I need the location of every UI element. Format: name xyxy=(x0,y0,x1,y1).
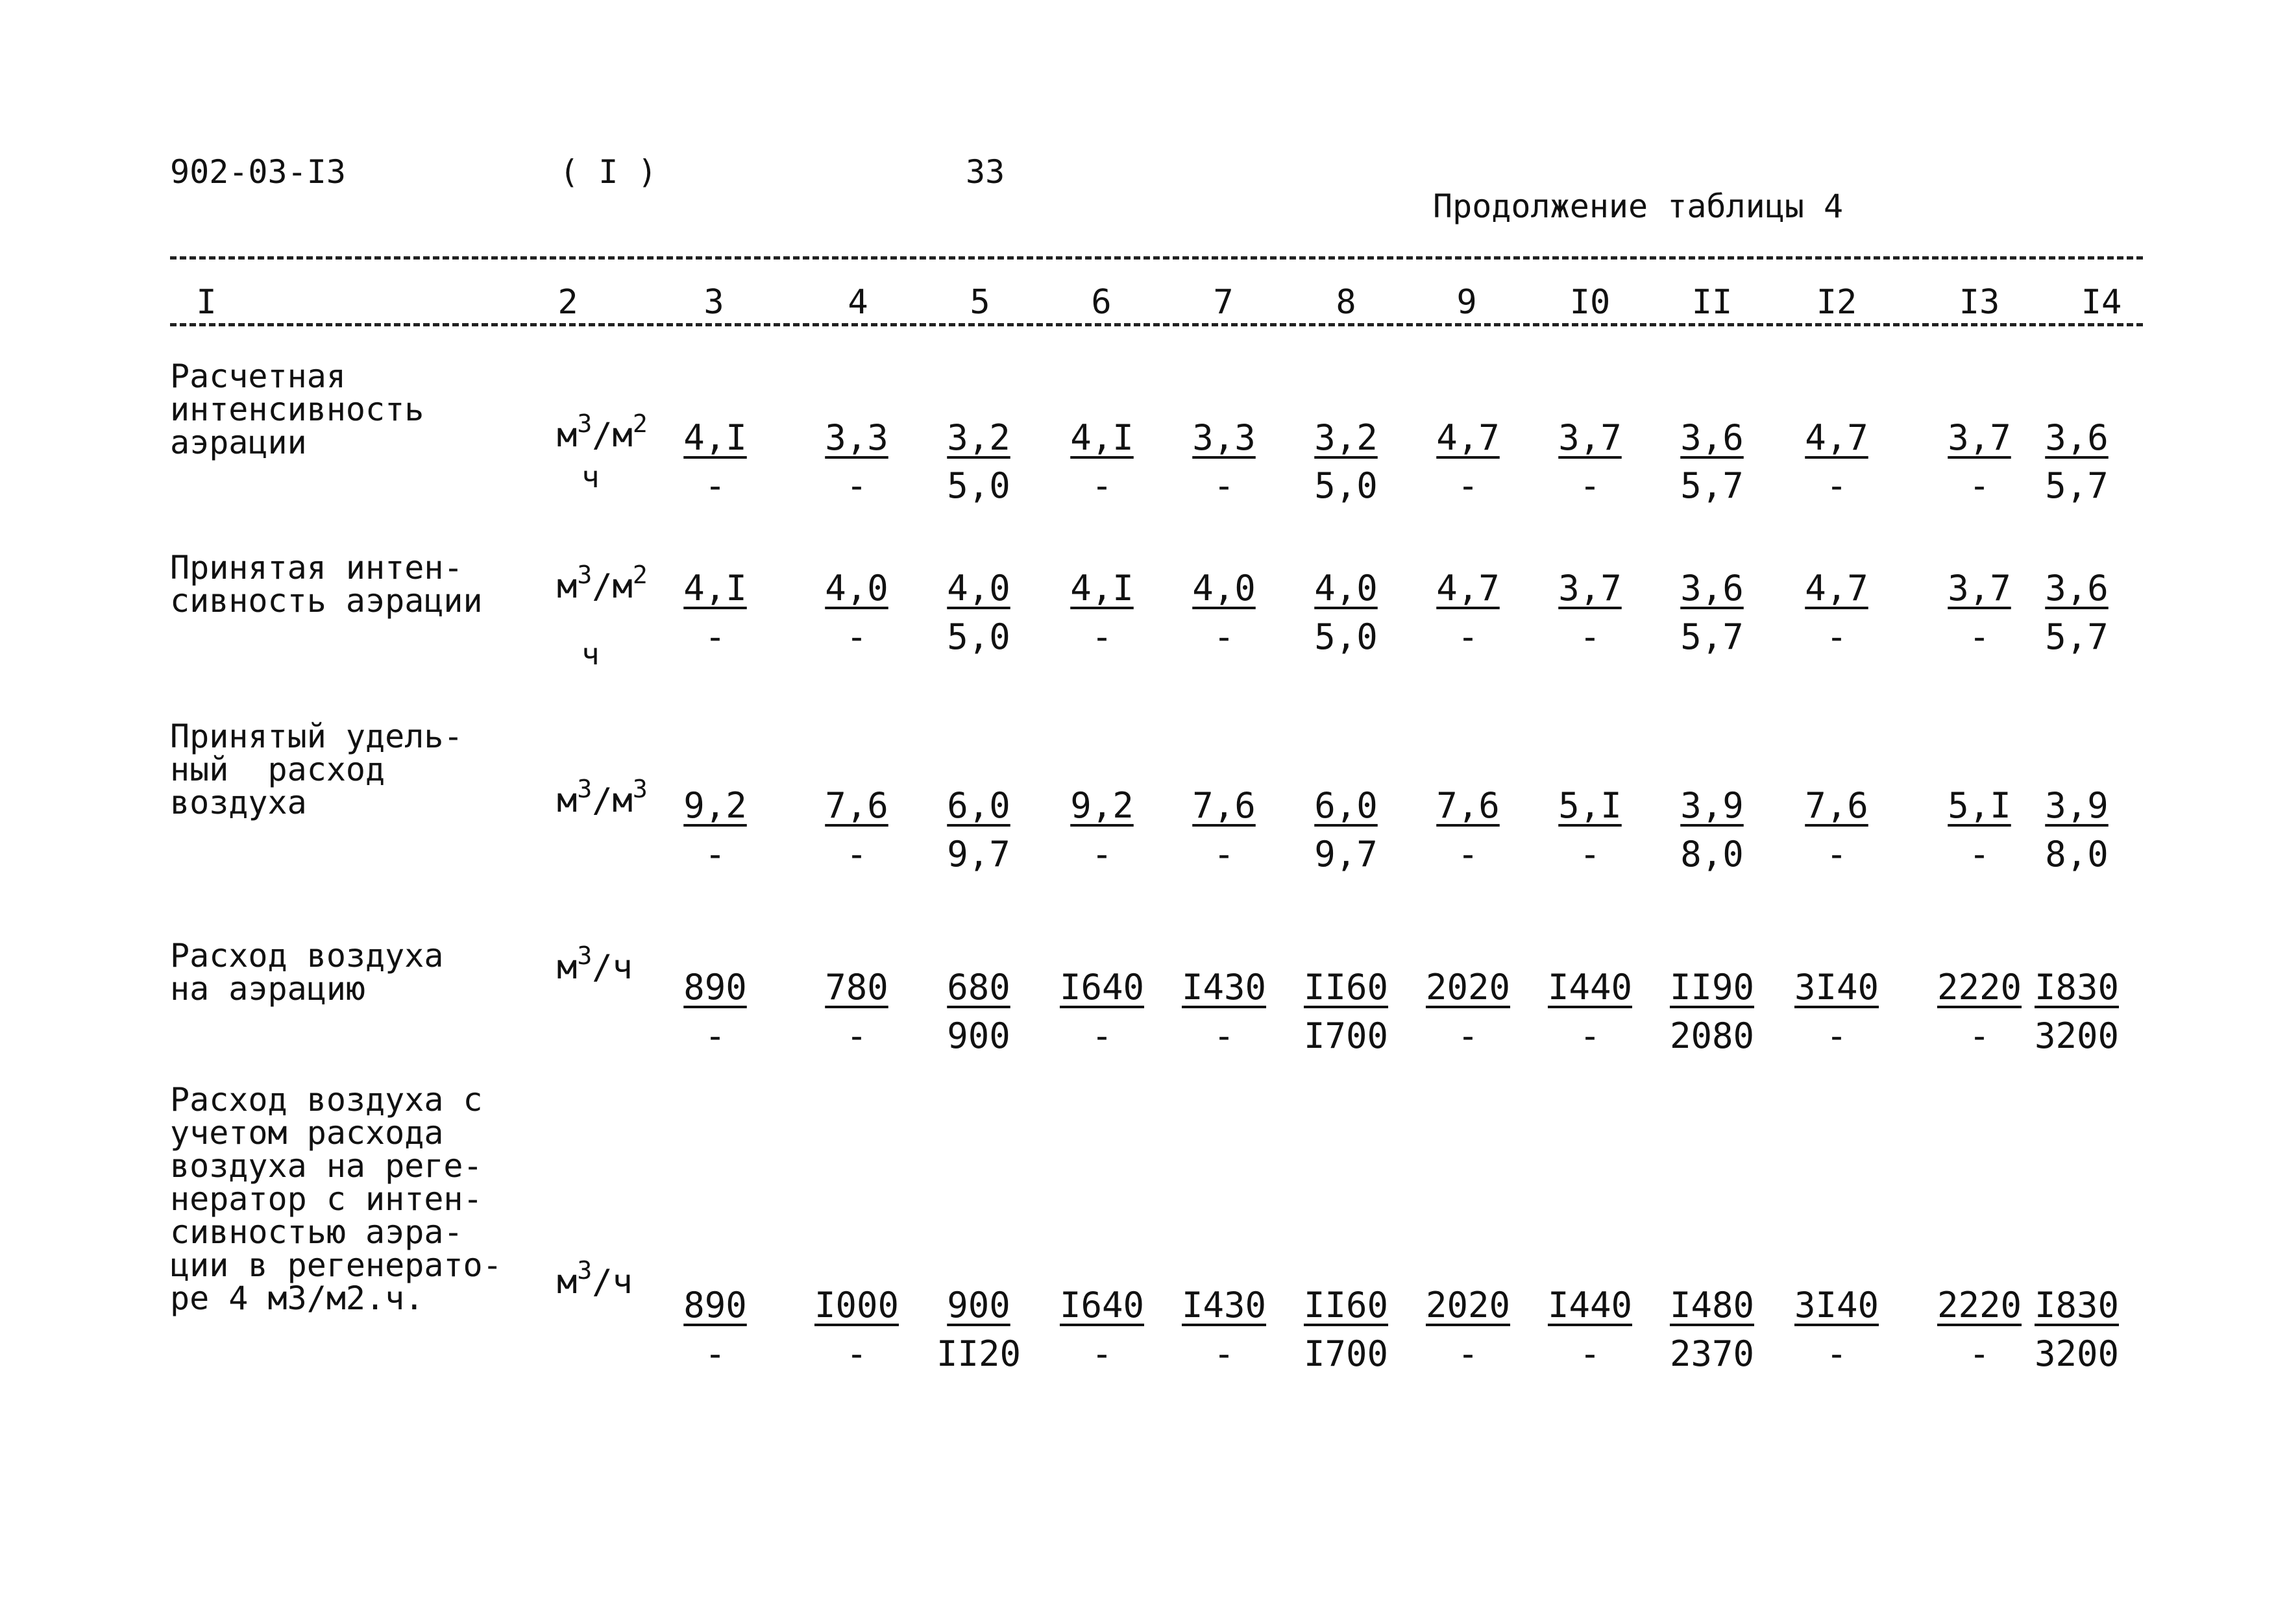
unit-part: м xyxy=(557,948,578,987)
value-cell-top xyxy=(2031,417,2122,458)
column-number: II xyxy=(1691,283,1733,322)
unit-denominator: ч xyxy=(581,636,600,672)
value-text: 6,0 xyxy=(1314,785,1378,826)
value-cell-bottom: 8,0 xyxy=(2045,834,2109,875)
value-cell-bottom: - xyxy=(1826,1015,1848,1056)
value-text: 3,3 xyxy=(1192,417,1256,458)
value-text: 4,7 xyxy=(1805,568,1868,609)
value-cell-top xyxy=(1301,1285,1391,1326)
unit-part: /м xyxy=(592,567,633,606)
value-text: 9,2 xyxy=(1070,785,1134,826)
value-cell-bottom: I700 xyxy=(1303,1333,1389,1374)
value-cell-top xyxy=(1791,417,1882,458)
value-text: 4,0 xyxy=(1314,568,1378,609)
value-cell-top xyxy=(1301,967,1391,1008)
value-cell-bottom: - xyxy=(1826,465,1848,506)
value-cell-bottom: - xyxy=(1213,1015,1235,1056)
value-cell-bottom: - xyxy=(846,465,868,506)
value-cell-top xyxy=(1301,417,1391,458)
value-cell-top xyxy=(1545,568,1635,609)
value-cell-top xyxy=(1301,568,1391,609)
value-cell-bottom: - xyxy=(1968,616,1990,657)
value-cell-top xyxy=(1179,568,1269,609)
unit-label xyxy=(557,561,680,606)
row-label: Расход воздуха на аэрацию xyxy=(170,937,444,1008)
value-text: 3,6 xyxy=(1680,417,1744,458)
value-cell-top xyxy=(1301,785,1391,826)
column-number: I2 xyxy=(1816,283,1857,322)
value-text: 4,7 xyxy=(1805,417,1868,458)
value-text: 5,I xyxy=(1948,785,2011,826)
value-cell-bottom: - xyxy=(704,834,726,875)
value-text: I830 xyxy=(2034,967,2120,1008)
table-top-rule xyxy=(170,256,2143,260)
value-text: 2220 xyxy=(1937,967,2022,1008)
value-cell-bottom: 5,0 xyxy=(947,465,1010,506)
value-text: 9,2 xyxy=(683,785,747,826)
value-text: 5,I xyxy=(1558,785,1622,826)
value-text: 3,7 xyxy=(1558,417,1622,458)
value-cell-bottom: - xyxy=(1968,1333,1990,1374)
value-cell-top xyxy=(1934,568,2025,609)
value-cell-bottom: II20 xyxy=(936,1333,1021,1374)
value-cell-bottom: - xyxy=(704,616,726,657)
value-cell-bottom: 3200 xyxy=(2034,1333,2120,1374)
unit-part: /ч xyxy=(592,1263,633,1302)
value-text: 4,7 xyxy=(1436,568,1500,609)
value-text: 3,7 xyxy=(1948,568,2011,609)
value-cell-bottom: - xyxy=(1968,834,1990,875)
value-text: 7,6 xyxy=(1805,785,1868,826)
value-text: II60 xyxy=(1303,1285,1389,1326)
value-cell-top xyxy=(1057,568,1147,609)
value-cell-bottom: - xyxy=(1968,465,1990,506)
value-text: 7,6 xyxy=(1436,785,1500,826)
value-text: I430 xyxy=(1181,1285,1267,1326)
value-cell-top xyxy=(1667,417,1757,458)
value-cell-bottom: - xyxy=(1091,1015,1113,1056)
value-text: 4,I xyxy=(1070,417,1134,458)
value-text: 4,I xyxy=(683,568,747,609)
value-text: 4,7 xyxy=(1436,417,1500,458)
sheet-mark: ( I ) xyxy=(559,153,657,191)
unit-part: 3 xyxy=(577,941,593,970)
column-number: I3 xyxy=(1959,283,2000,322)
value-cell-top xyxy=(1934,785,2025,826)
value-cell-bottom: 9,7 xyxy=(1314,834,1378,875)
value-text: I430 xyxy=(1181,967,1267,1008)
value-cell-top xyxy=(2031,568,2122,609)
value-text: 3,6 xyxy=(2045,417,2109,458)
value-cell-bottom: - xyxy=(1826,834,1848,875)
value-cell-bottom: - xyxy=(1457,1015,1479,1056)
value-cell-bottom: - xyxy=(1457,616,1479,657)
value-cell-top xyxy=(670,568,761,609)
value-cell-bottom: - xyxy=(1213,465,1235,506)
value-text: 3,6 xyxy=(1680,568,1744,609)
value-cell-top xyxy=(1545,417,1635,458)
value-cell-top xyxy=(1545,967,1635,1008)
value-cell-bottom: - xyxy=(1091,834,1113,875)
value-cell-top xyxy=(1179,417,1269,458)
value-cell-bottom: 900 xyxy=(947,1015,1010,1056)
unit-part: 2 xyxy=(632,409,648,438)
value-cell-top xyxy=(1423,417,1513,458)
row-label: Расчетная интенсивность аэрации xyxy=(170,358,424,461)
value-cell-top xyxy=(1667,785,1757,826)
column-number: I4 xyxy=(2081,283,2122,322)
value-cell-bottom: - xyxy=(1579,1015,1601,1056)
row-label: Принятая интен- сивность аэрации xyxy=(170,549,483,620)
column-number: 7 xyxy=(1213,283,1234,322)
value-cell-top xyxy=(1934,1285,2025,1326)
value-text: 7,6 xyxy=(825,785,888,826)
value-cell-bottom: - xyxy=(1457,465,1479,506)
value-text: I830 xyxy=(2034,1285,2120,1326)
page-number: 33 xyxy=(966,153,1005,191)
value-cell-bottom: 5,0 xyxy=(1314,465,1378,506)
value-cell-top xyxy=(1057,417,1147,458)
value-text: I640 xyxy=(1059,967,1145,1008)
header-bottom-rule xyxy=(170,323,2143,326)
value-cell-top xyxy=(1667,1285,1757,1326)
value-cell-top xyxy=(1791,1285,1882,1326)
value-cell-bottom: 5,0 xyxy=(1314,616,1378,657)
value-text: 4,I xyxy=(1070,568,1134,609)
column-number: I xyxy=(196,283,217,322)
value-cell-bottom: - xyxy=(1457,834,1479,875)
value-text: 3,6 xyxy=(2045,568,2109,609)
value-cell-bottom: - xyxy=(846,1015,868,1056)
value-cell-top xyxy=(670,785,761,826)
value-cell-top xyxy=(933,568,1024,609)
value-text: 6,0 xyxy=(947,785,1010,826)
value-cell-top xyxy=(670,417,761,458)
row-label: Расход воздуха с учетом расхода воздуха на реге- нератор с интен- сивностью аэра- ции в регенерато- ре 4 м3/м2.ч. xyxy=(170,1081,502,1317)
value-cell-top xyxy=(1545,785,1635,826)
unit-part: /ч xyxy=(592,948,633,987)
value-text: 3,2 xyxy=(947,417,1010,458)
value-cell-bottom: 9,7 xyxy=(947,834,1010,875)
value-cell-top xyxy=(1423,1285,1513,1326)
value-cell-bottom: 2370 xyxy=(1669,1333,1755,1374)
value-text: 4,0 xyxy=(825,568,888,609)
value-cell-top xyxy=(1179,967,1269,1008)
value-cell-bottom: - xyxy=(846,834,868,875)
column-number: 6 xyxy=(1091,283,1112,322)
value-cell-top xyxy=(811,568,902,609)
unit-part: 2 xyxy=(632,561,648,589)
value-text: I000 xyxy=(814,1285,899,1326)
value-cell-top xyxy=(811,417,902,458)
value-text: I480 xyxy=(1669,1285,1755,1326)
value-text: 3,7 xyxy=(1558,568,1622,609)
value-cell-top xyxy=(811,1285,902,1326)
unit-label xyxy=(557,941,680,987)
unit-part: 3 xyxy=(577,561,593,589)
column-number: I0 xyxy=(1569,283,1611,322)
value-cell-bottom: - xyxy=(1579,1333,1601,1374)
value-cell-top xyxy=(1057,967,1147,1008)
value-text: 900 xyxy=(947,1285,1010,1326)
value-cell-top xyxy=(1179,785,1269,826)
value-cell-top xyxy=(933,785,1024,826)
table-continuation-title: Продолжение таблицы 4 xyxy=(1433,188,1844,225)
unit-label xyxy=(557,775,680,820)
value-text: 890 xyxy=(683,1285,747,1326)
value-cell-top xyxy=(1057,1285,1147,1326)
unit-part: 3 xyxy=(632,775,648,803)
value-text: 7,6 xyxy=(1192,785,1256,826)
value-text: 2020 xyxy=(1425,1285,1511,1326)
value-cell-top xyxy=(2031,967,2122,1008)
value-cell-bottom: - xyxy=(1091,1333,1113,1374)
value-cell-top xyxy=(1179,1285,1269,1326)
document-number: 902-03-I3 xyxy=(170,153,346,191)
value-cell-bottom: - xyxy=(1091,465,1113,506)
value-cell-bottom: 5,7 xyxy=(2045,616,2109,657)
value-text: 3,9 xyxy=(2045,785,2109,826)
value-cell-bottom: - xyxy=(846,616,868,657)
column-number: 9 xyxy=(1456,283,1477,322)
unit-label xyxy=(557,409,680,455)
value-cell-bottom: - xyxy=(1091,616,1113,657)
value-cell-bottom: 8,0 xyxy=(1680,834,1744,875)
value-cell-top xyxy=(1934,967,2025,1008)
value-cell-top xyxy=(1423,785,1513,826)
value-text: 3,9 xyxy=(1680,785,1744,826)
value-cell-top xyxy=(2031,785,2122,826)
unit-denominator: ч xyxy=(581,459,600,494)
column-number: 8 xyxy=(1336,283,1356,322)
value-cell-bottom: - xyxy=(1579,834,1601,875)
value-cell-bottom: - xyxy=(1826,1333,1848,1374)
value-text: 2020 xyxy=(1425,967,1511,1008)
value-cell-top xyxy=(1423,967,1513,1008)
value-cell-top xyxy=(1667,568,1757,609)
value-text: 3,2 xyxy=(1314,417,1378,458)
value-text: 780 xyxy=(825,967,888,1008)
value-cell-bottom: - xyxy=(1968,1015,1990,1056)
unit-part: 3 xyxy=(577,1256,593,1285)
value-cell-bottom: - xyxy=(704,1015,726,1056)
column-number: 3 xyxy=(703,283,724,322)
unit-part: 3 xyxy=(577,775,593,803)
unit-part: /м xyxy=(592,416,633,455)
value-text: 4,0 xyxy=(947,568,1010,609)
value-cell-bottom: 5,7 xyxy=(2045,465,2109,506)
value-cell-bottom: 3200 xyxy=(2034,1015,2120,1056)
value-text: I440 xyxy=(1547,967,1633,1008)
value-cell-bottom: - xyxy=(846,1333,868,1374)
unit-part: /м xyxy=(592,781,633,820)
value-cell-top xyxy=(1791,967,1882,1008)
value-cell-bottom: - xyxy=(1579,465,1601,506)
value-text: 890 xyxy=(683,967,747,1008)
value-cell-bottom: 5,0 xyxy=(947,616,1010,657)
unit-part: м xyxy=(557,781,578,820)
value-cell-bottom: - xyxy=(1826,616,1848,657)
unit-part: 3 xyxy=(577,409,593,438)
value-text: I640 xyxy=(1059,1285,1145,1326)
value-text: I440 xyxy=(1547,1285,1633,1326)
value-cell-top xyxy=(1423,568,1513,609)
value-cell-top xyxy=(811,785,902,826)
column-number: 2 xyxy=(557,283,578,322)
value-cell-bottom: 2080 xyxy=(1669,1015,1755,1056)
unit-part: м xyxy=(557,1263,578,1302)
value-text: 680 xyxy=(947,967,1010,1008)
value-cell-top xyxy=(1667,967,1757,1008)
value-cell-bottom: - xyxy=(1213,616,1235,657)
column-number: 5 xyxy=(970,283,990,322)
unit-part: м xyxy=(557,567,578,606)
value-text: 4,0 xyxy=(1192,568,1256,609)
value-cell-bottom: - xyxy=(1457,1333,1479,1374)
value-cell-bottom: - xyxy=(1213,1333,1235,1374)
unit-part: м xyxy=(557,416,578,455)
value-cell-top xyxy=(1934,417,2025,458)
value-cell-bottom: 5,7 xyxy=(1680,465,1744,506)
value-cell-bottom: I700 xyxy=(1303,1015,1389,1056)
value-cell-bottom: - xyxy=(1579,616,1601,657)
value-cell-top xyxy=(933,1285,1024,1326)
value-cell-top xyxy=(670,967,761,1008)
value-cell-top xyxy=(1057,785,1147,826)
unit-label xyxy=(557,1256,680,1302)
value-cell-bottom: 5,7 xyxy=(1680,616,1744,657)
value-cell-bottom: - xyxy=(704,465,726,506)
value-text: 3I40 xyxy=(1794,1285,1879,1326)
value-cell-top xyxy=(2031,1285,2122,1326)
value-cell-top xyxy=(1545,1285,1635,1326)
value-cell-top xyxy=(933,417,1024,458)
value-cell-bottom: - xyxy=(704,1333,726,1374)
column-number: 4 xyxy=(848,283,868,322)
value-cell-top xyxy=(811,967,902,1008)
value-text: II90 xyxy=(1669,967,1755,1008)
value-cell-top xyxy=(1791,785,1882,826)
row-label: Принятый удель- ный расход воздуха xyxy=(170,718,463,821)
value-cell-top xyxy=(1791,568,1882,609)
value-text: 3I40 xyxy=(1794,967,1879,1008)
value-text: 3,7 xyxy=(1948,417,2011,458)
value-text: II60 xyxy=(1303,967,1389,1008)
value-cell-top xyxy=(933,967,1024,1008)
value-cell-top xyxy=(670,1285,761,1326)
value-text: 3,3 xyxy=(825,417,888,458)
value-cell-bottom: - xyxy=(1213,834,1235,875)
value-text: 2220 xyxy=(1937,1285,2022,1326)
value-text: 4,I xyxy=(683,417,747,458)
